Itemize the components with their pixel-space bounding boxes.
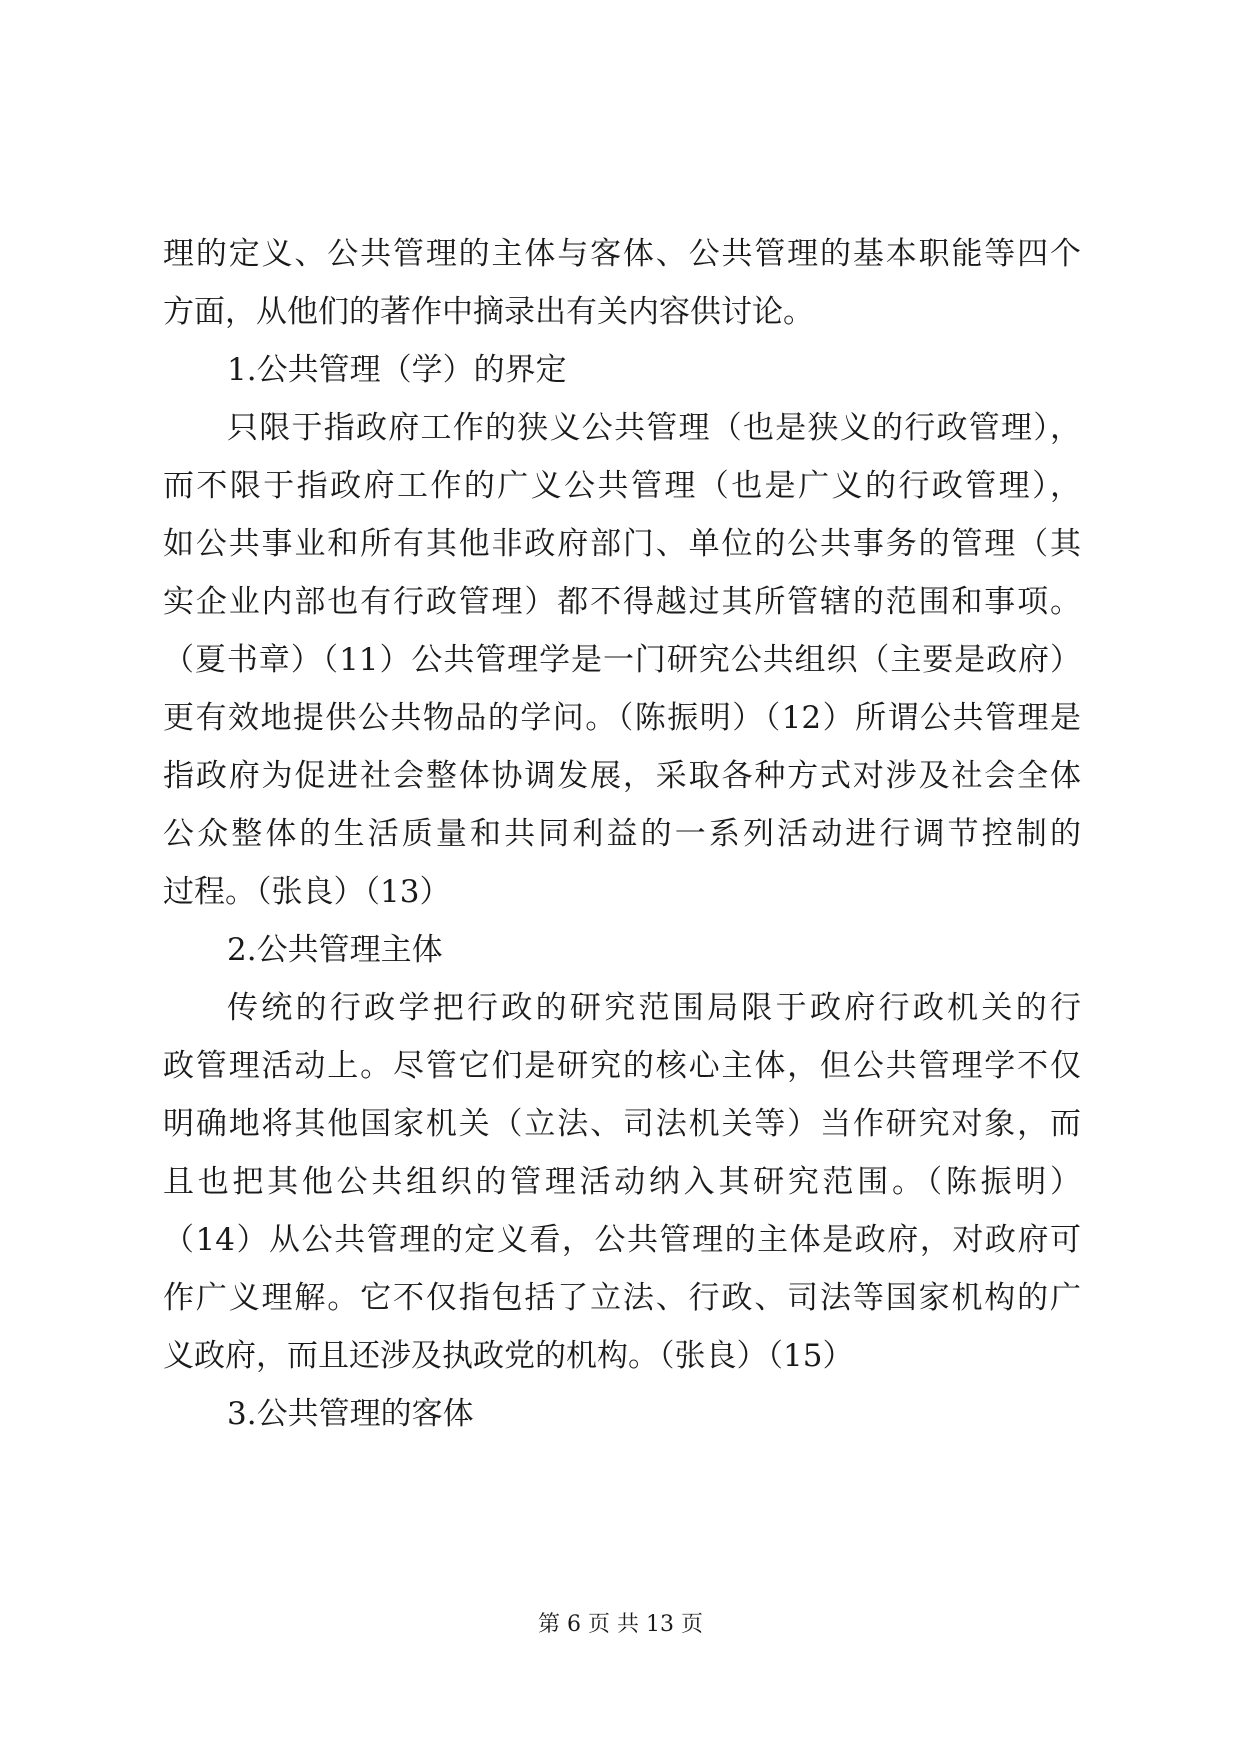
paragraph-line: 只限于指政府工作的狭义公共管理（也是狭义的行政管理）， xyxy=(227,410,1081,446)
paragraph-line: 传统的行政学把行政的研究范围局限于政府行政机关的行 xyxy=(227,990,1081,1026)
section-heading-1: 1.公共管理（学）的界定 xyxy=(227,352,567,388)
paragraph-line: 作广义理解。它不仅指包括了立法、行政、司法等国家机构的广 xyxy=(163,1280,1081,1316)
document-body xyxy=(163,225,1081,1443)
paragraph-line: 实企业内部也有行政管理）都不得越过其所管辖的范围和事项。 xyxy=(163,584,1081,620)
paragraph-line: 过程。（张良）（13） xyxy=(163,874,451,910)
page-number-footer: 第 6 页 共 13 页 xyxy=(538,1612,703,1637)
paragraph-line: 公众整体的生活质量和共同利益的一系列活动进行调节控制的 xyxy=(163,816,1081,852)
paragraph-line: 政管理活动上。尽管它们是研究的核心主体，但公共管理学不仅 xyxy=(163,1048,1081,1084)
paragraph-line: 指政府为促进社会整体协调发展，采取各种方式对涉及社会全体 xyxy=(163,758,1081,794)
paragraph-line: 理的定义、公共管理的主体与客体、公共管理的基本职能等四个 xyxy=(163,236,1081,272)
paragraph-line: 更有效地提供公共物品的学问。（陈振明）（12）所谓公共管理是 xyxy=(163,700,1081,736)
section-heading-3: 3.公共管理的客体 xyxy=(227,1396,474,1432)
paragraph-line: 方面，从他们的著作中摘录出有关内容供讨论。 xyxy=(163,294,814,330)
section-heading-2: 2.公共管理主体 xyxy=(227,932,443,968)
paragraph-line: 明确地将其他国家机关（立法、司法机关等）当作研究对象，而 xyxy=(163,1106,1081,1142)
paragraph-line: （夏书章）（11）公共管理学是一门研究公共组织（主要是政府） xyxy=(163,642,1081,678)
paragraph-line: 义政府，而且还涉及执政党的机构。（张良）（15） xyxy=(163,1338,854,1374)
paragraph-line: （14）从公共管理的定义看，公共管理的主体是政府，对政府可 xyxy=(163,1222,1081,1258)
paragraph-line: 如公共事业和所有其他非政府部门、单位的公共事务的管理（其 xyxy=(163,526,1081,562)
paragraph-line: 且也把其他公共组织的管理活动纳入其研究范围。（陈振明） xyxy=(163,1164,1081,1200)
paragraph-line: 而不限于指政府工作的广义公共管理（也是广义的行政管理）， xyxy=(163,468,1081,504)
